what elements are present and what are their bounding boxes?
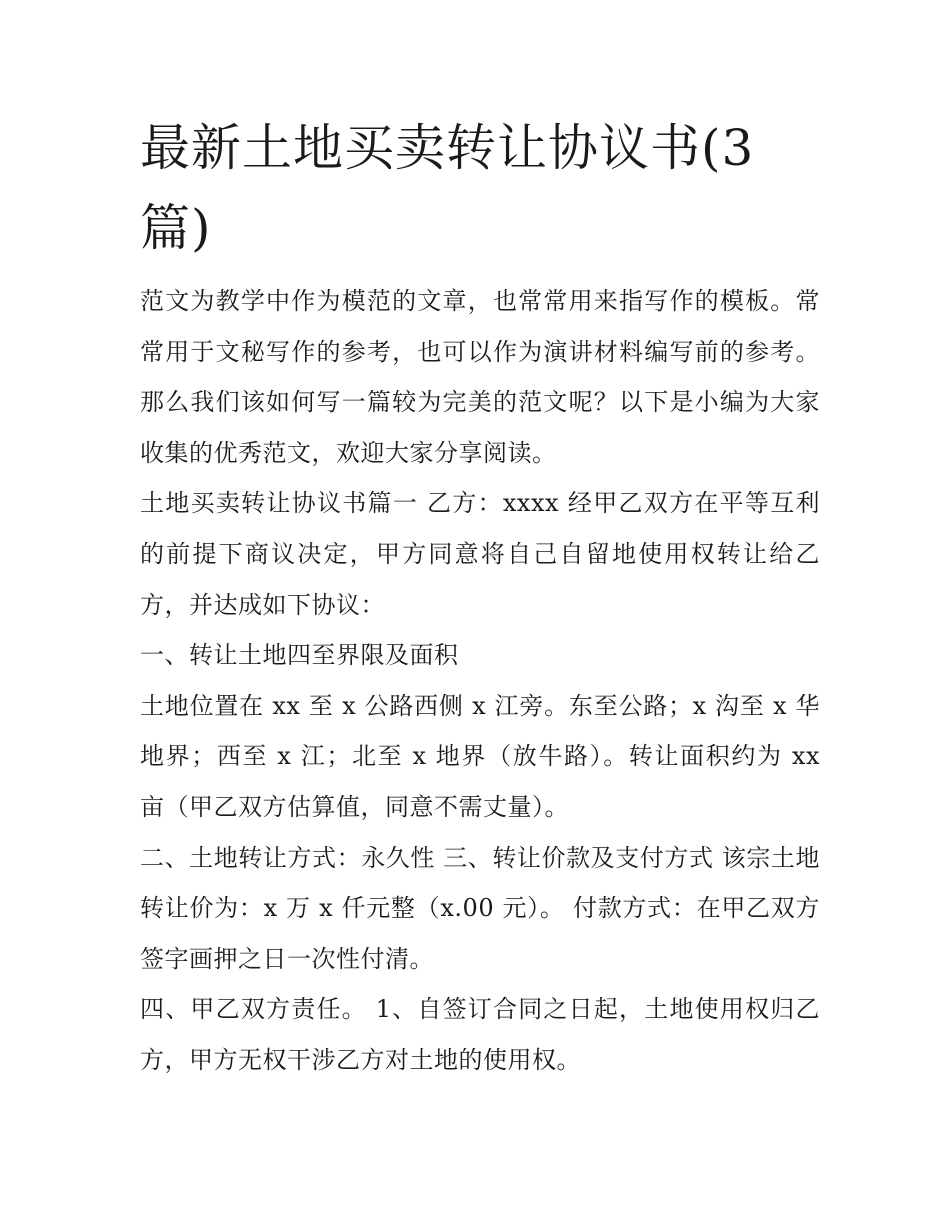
land-location-paragraph: 土地位置在 xx 至 x 公路西侧 x 江旁。东至公路；x 沟至 x 华地界；西至 x 江；北至 x 地界（放牛路）。转让面积约为 xx 亩（甲乙双方估算值，同意不需丈量）。 (140, 691, 820, 821)
responsibilities-paragraph: 四、甲乙双方责任。 1、自签订合同之日起，土地使用权归乙方，甲方无权干涉乙方对土地的使用权。 (140, 995, 820, 1074)
section-heading-land-boundary: 一、转让土地四至界限及面积 (140, 641, 459, 670)
document-title: 最新土地买卖转让协议书(3篇) (140, 119, 755, 257)
agreement-preamble-paragraph: 土地买卖转让协议书篇一 乙方：xxxx 经甲乙双方在平等互利的前提下商议决定，甲方同意将自己自留地使用权转让给乙方，并达成如下协议： (140, 489, 820, 619)
document-body (140, 276, 820, 1086)
intro-paragraph: 范文为教学中作为模范的文章，也常常用来指写作的模板。常常用于文秘写作的参考，也可以作为演讲材料编写前的参考。那么我们该如何写一篇较为完美的范文呢？以下是小编为大家收集的优秀范文，欢迎大家分享阅读。 (140, 287, 820, 467)
transfer-terms-paragraph: 二、土地转让方式：永久性 三、转让价款及支付方式 该宗土地转让价为：x 万 x 仟元整（x.00 元）。 付款方式：在甲乙双方签字画押之日一次性付清。 (140, 843, 820, 973)
